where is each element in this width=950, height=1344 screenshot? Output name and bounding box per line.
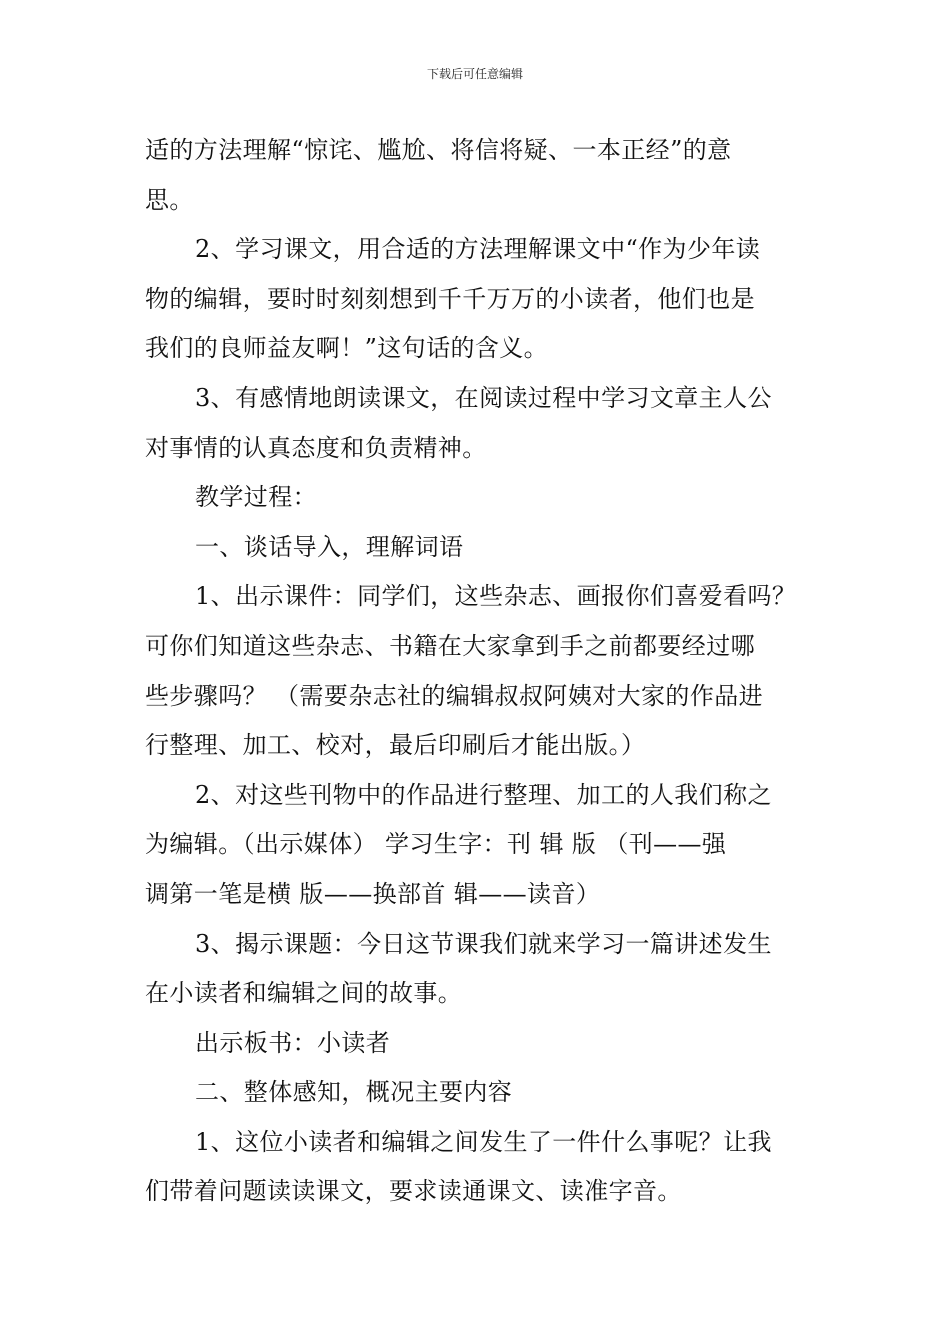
page-header: 下载后可任意编辑 [426,67,523,81]
text-line: 适的方法理解“惊诧、尴尬、将信将疑、一本正经”的意 [145,136,732,164]
document-body [145,126,810,1217]
section-heading: 二、整体感知，概况主要内容 [195,1078,513,1107]
text-line: 思。 [145,185,194,214]
text-block [145,126,810,1217]
text-line: 物的编辑，要时时刻刻想到千千万万的小读者，他们也是 [145,284,755,313]
text-line: 调第一笔是横 版——换部首 辑——读音） [145,879,601,908]
text-line: 为编辑。（出示媒体） 学习生字：刊 辑 版 （刊——强 [145,830,727,859]
text-line: 1、出示课件：同学们，这些杂志、画报你们喜爱看吗？ [195,582,797,611]
text-line: 2、对这些刊物中的作品进行整理、加工的人我们称之 [195,780,772,809]
text-line: 在小读者和编辑之间的故事。 [145,979,463,1008]
text-line: 对事情的认真态度和负责精神。 [145,433,487,462]
text-line: 可你们知道这些杂志、书籍在大家拿到手之前都要经过哪 [145,631,755,660]
text-line: 3、有感情地朗读课文，在阅读过程中学习文章主人公 [195,383,772,412]
text-line: 行整理、加工、校对，最后印刷后才能出版。） [145,731,646,760]
section-heading: 教学过程： [195,483,317,512]
text-line: 出示板书：小读者 [195,1028,391,1057]
text-line: 1、这位小读者和编辑之间发生了一件什么事呢？让我 [195,1127,772,1156]
text-line: 3、揭示课题：今日这节课我们就来学习一篇讲述发生 [195,929,772,958]
text-line: 们带着问题读读课文，要求读通课文、读准字音。 [145,1177,682,1206]
text-line: 2、学习课文，用合适的方法理解课文中“作为少年读 [195,235,761,264]
text-line: 些步骤吗？ （需要杂志社的编辑叔叔阿姨对大家的作品进 [145,681,764,710]
text-line: 我们的良师益友啊！”这句话的含义。 [145,334,549,363]
section-heading: 一、谈话导入，理解词语 [195,532,464,561]
